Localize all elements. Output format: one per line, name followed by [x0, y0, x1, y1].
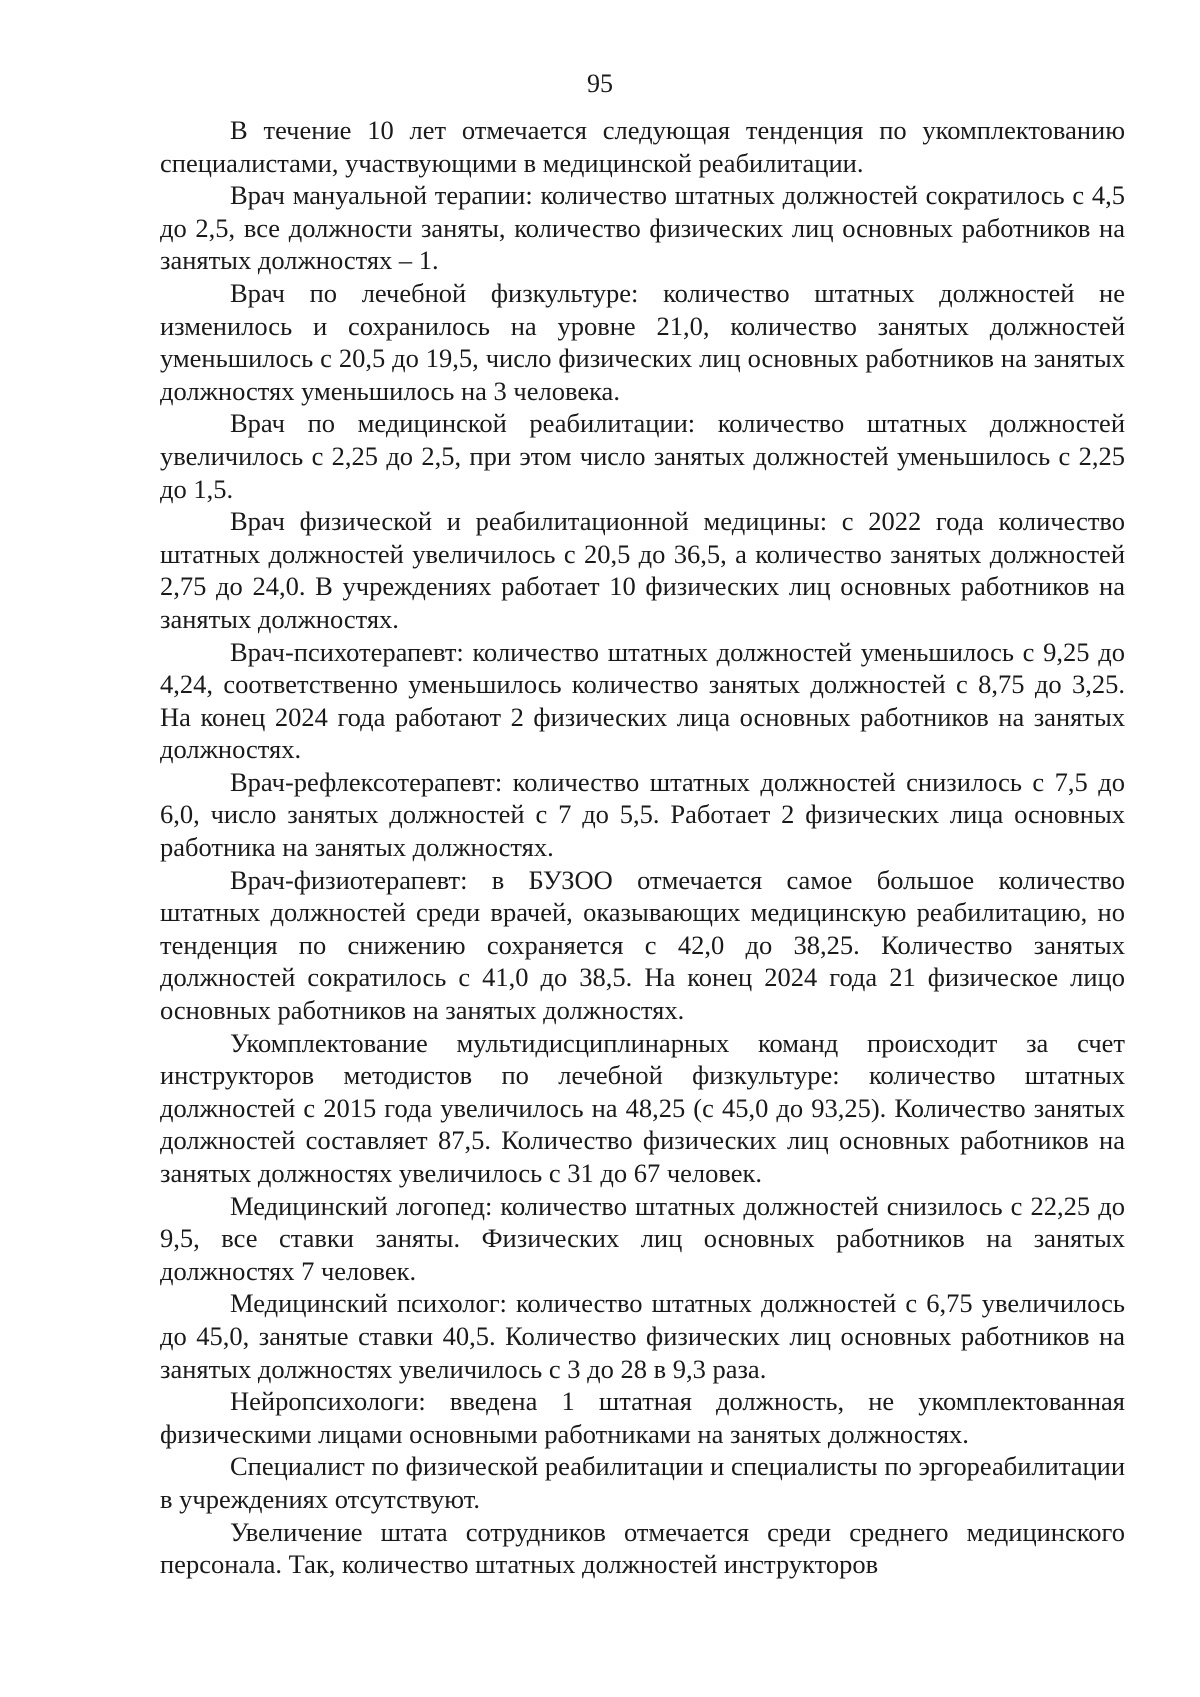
- paragraph-physiotherapist: Врач-физиотерапевт: в БУЗОО отмечается самое большое количество штатных должностей среди врачей, оказывающих медицинскую реабилитацию, но тенденция по снижению сохраняется с 42,0 до 38,25. Количество занятых должностей сократилось с 41,0 до 38,5. На конец 2024 года 21 физическое лицо основных работников на занятых должностях.: [160, 864, 1125, 1026]
- paragraph-reflexotherapist: Врач-рефлексотерапевт: количество штатных должностей снизилось с 7,5 до 6,0, число занятых должностей с 7 до 5,5. Работает 2 физических лица основных работника на занятых должностях.: [160, 766, 1125, 863]
- paragraph-physical-therapy-doctor: Врач по лечебной физкультуре: количество штатных должностей не изменилось и сохранилось на уровне 21,0, количество занятых должностей уменьшилось с 20,5 до 19,5, число физических лиц основных работников на занятых должностях уменьшилось на 3 человека.: [160, 277, 1125, 406]
- paragraph-neuropsychologists: Нейропсихологи: введена 1 штатная должность, не укомплектованная физическими лицами основными работниками на занятых должностях.: [160, 1386, 1125, 1449]
- paragraph-physical-rehab-medicine: Врач физической и реабилитационной медицины: с 2022 года количество штатных должностей увеличилось с 20,5 до 36,5, а количество занятых должностей 2,75 до 24,0. В учреждениях работает 10 физических лиц основных работников на занятых должностях.: [160, 506, 1125, 634]
- paragraph-speech-therapist: Медицинский логопед: количество штатных должностей снизилось с 22,25 до 9,5, все ставки заняты. Физических лиц основных работников на занятых должностях 7 человек.: [160, 1190, 1125, 1286]
- paragraph-nursing-staff: Увеличение штата сотрудников отмечается среди среднего медицинского персонала. Так, количество штатных должностей инструкторов: [160, 1516, 1125, 1580]
- paragraph-manual-therapy: Врач мануальной терапии: количество штатных должностей сократилось с 4,5 до 2,5, все должности заняты, количество физических лиц основных работников на занятых должностях – 1.: [160, 180, 1125, 276]
- paragraph-psychotherapist: Врач-психотерапевт: количество штатных должностей уменьшилось с 9,25 до 4,24, соответственно уменьшилось количество занятых должностей с 8,75 до 3,25. На конец 2024 года работают 2 физических лица основных работников на занятых должностях.: [160, 636, 1125, 765]
- body-text: [160, 114, 1125, 1581]
- paragraph-medical-psychologist: Медицинский психолог: количество штатных должностей с 6,75 увеличилось до 45,0, занятые ставки 40,5. Количество физических лиц основных работников на занятых должностях увеличилось с 3 до 28 в 9,3 раза.: [160, 1288, 1125, 1384]
- page-number: 95: [587, 69, 613, 98]
- paragraph-rehab-specialists: Специалист по физической реабилитации и специалисты по эргореабилитации в учреждениях отсутствуют.: [160, 1451, 1125, 1514]
- paragraph-multidisciplinary-teams: Укомплектование мультидисциплинарных команд происходит за счет инструкторов методистов по лечебной физкультуре: количество штатных должностей с 2015 года увеличилось на 48,25 (с 45,0 до 93,25). Количество занятых должностей составляет 87,5. Количество физических лиц основных работников на занятых должностях увеличилось с 31 до 67 человек.: [160, 1027, 1125, 1188]
- paragraph-medical-rehabilitation-doctor: Врач по медицинской реабилитации: количество штатных должностей увеличилось с 2,25 до 2,5, при этом число занятых должностей уменьшилось с 2,25 до 1,5.: [160, 408, 1125, 504]
- paragraph-intro: В течение 10 лет отмечается следующая тенденция по укомплектованию специалистами, участвующими в медицинской реабилитации.: [160, 115, 1125, 178]
